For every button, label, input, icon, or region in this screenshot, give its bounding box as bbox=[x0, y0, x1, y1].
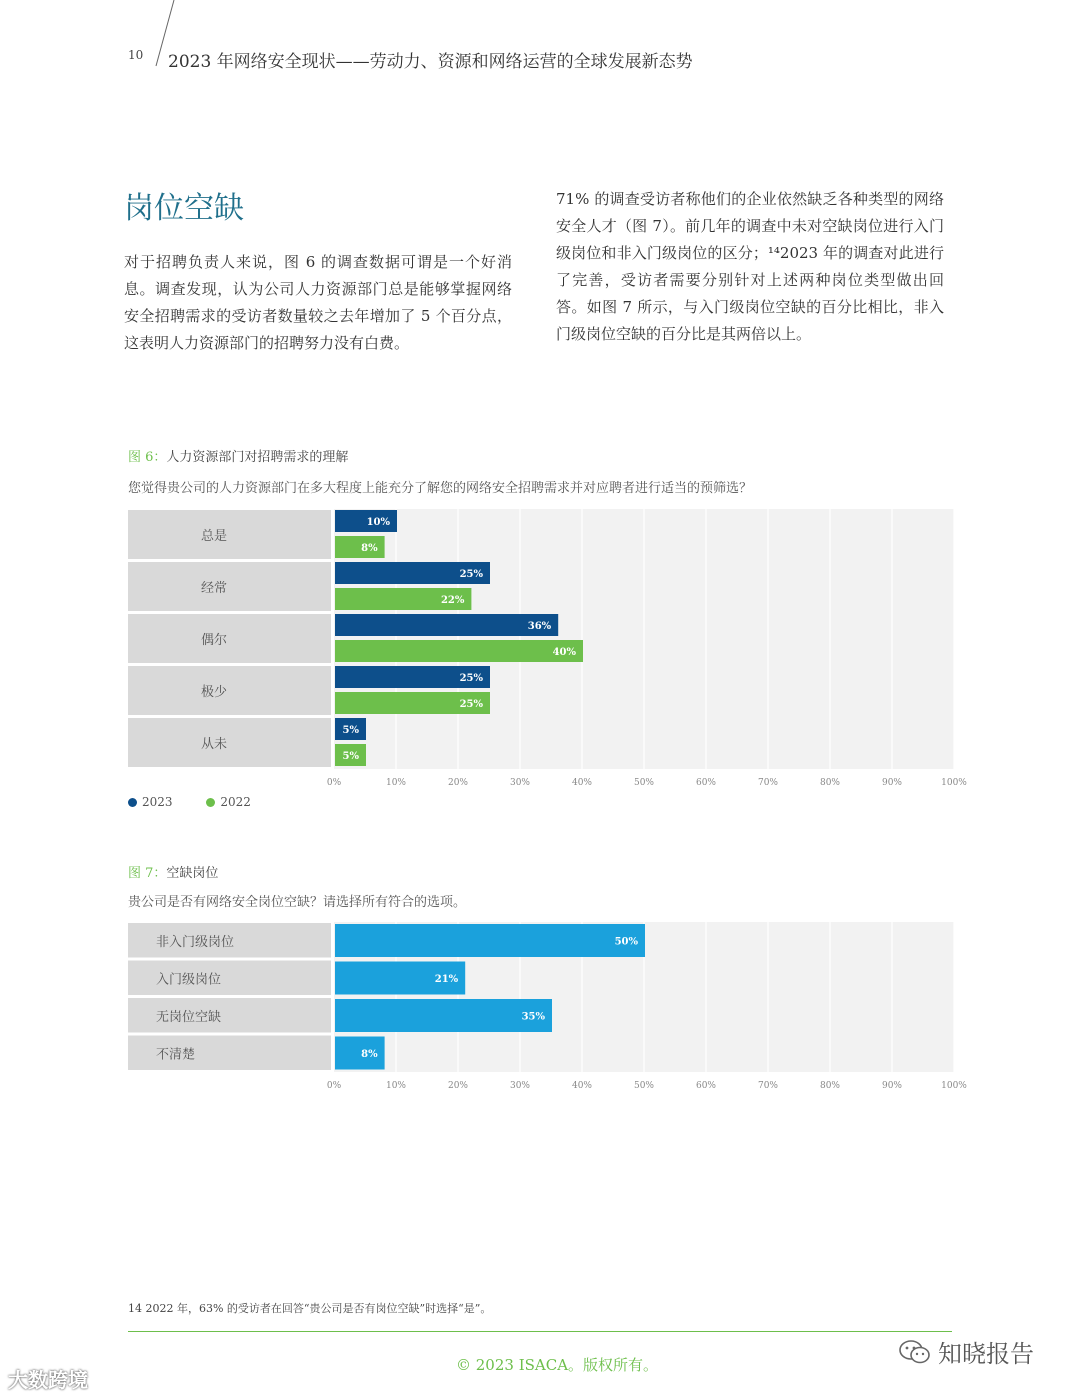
watermark-left: 大数跨境 bbox=[8, 1368, 88, 1392]
legend-label-2022: 2022 bbox=[220, 795, 251, 809]
fig6-data-label: 25% bbox=[459, 569, 483, 580]
legend-swatch-2022 bbox=[206, 798, 215, 807]
fig6-tick-label: 30% bbox=[509, 778, 531, 788]
fig6-tick-label: 70% bbox=[757, 778, 779, 788]
fig7-tick-label: 30% bbox=[509, 1081, 531, 1091]
fig6-tick-label: 80% bbox=[819, 778, 841, 788]
fig6-group bbox=[128, 509, 967, 788]
section-title: 岗位空缺 bbox=[124, 191, 244, 226]
fig6-category-cell bbox=[128, 510, 331, 559]
fig7-tick-label: 10% bbox=[385, 1081, 407, 1091]
fig7-bar bbox=[335, 999, 552, 1032]
fig7-tick-label: 40% bbox=[571, 1081, 593, 1091]
legend-item-2023 bbox=[128, 795, 173, 809]
page-number: 10 bbox=[128, 48, 144, 62]
fig7-tick-label: 20% bbox=[447, 1081, 469, 1091]
fig6-tick-label: 100% bbox=[941, 778, 967, 788]
fig6-category-cell bbox=[128, 718, 331, 767]
fig6-data-label: 25% bbox=[459, 699, 483, 710]
fig6-data-label: 22% bbox=[440, 595, 465, 606]
fig7-tick-label: 90% bbox=[881, 1081, 903, 1091]
fig6-category-label: 极少 bbox=[200, 685, 228, 700]
figure6-question: 您觉得贵公司的人力资源部门在多大程度上能充分了解您的网络安全招聘需求并对应聘者进行适当的预筛选？ bbox=[128, 481, 753, 496]
figure6-legend bbox=[128, 795, 281, 810]
fig6-data-label: 36% bbox=[527, 621, 552, 632]
legend-label-2023: 2023 bbox=[142, 795, 173, 809]
fig6-bar bbox=[335, 640, 583, 662]
footnote: 14 2022 年，63% 的受访者在回答“贵公司是否有岗位空缺”时选择“是”。 bbox=[128, 1302, 492, 1315]
fig6-data-label: 5% bbox=[342, 725, 359, 736]
figure7-number: 图 7： bbox=[128, 866, 167, 881]
fig6-category-label: 从未 bbox=[200, 737, 228, 752]
fig6-bar bbox=[335, 614, 558, 636]
fig6-category-label: 经常 bbox=[200, 581, 228, 596]
fig6-category-label: 偶尔 bbox=[200, 633, 228, 648]
fig7-category-label: 无岗位空缺 bbox=[156, 1009, 222, 1025]
document-title: 2023 年网络安全现状——劳动力、资源和网络运营的全球发展新态势 bbox=[168, 52, 693, 72]
fig7-data-label: 35% bbox=[521, 1011, 545, 1023]
fig6-tick-label: 0% bbox=[326, 778, 342, 788]
fig6-tick-label: 60% bbox=[695, 778, 717, 788]
fig6-tick-label: 20% bbox=[447, 778, 469, 788]
fig7-data-label: 50% bbox=[614, 936, 638, 948]
fig7-bar bbox=[335, 924, 645, 957]
fig6-category-cell bbox=[128, 614, 331, 663]
figure7-question: 贵公司是否有网络安全岗位空缺？请选择所有符合的选项。 bbox=[128, 895, 467, 910]
watermark-right-text: 知晓报告 bbox=[938, 1340, 1034, 1368]
copyright-text: © 2023 ISACA。版权所有。 bbox=[456, 1356, 659, 1374]
fig7-category-label: 入门级岗位 bbox=[156, 972, 222, 988]
legend-item-2022 bbox=[206, 795, 251, 809]
fig6-category-cell bbox=[128, 562, 331, 611]
fig6-tick-label: 40% bbox=[571, 778, 593, 788]
fig6-category-label: 总是 bbox=[200, 529, 228, 544]
fig6-tick-label: 50% bbox=[633, 778, 655, 788]
fig7-tick-label: 80% bbox=[819, 1081, 841, 1091]
fig7-data-label: 21% bbox=[434, 974, 459, 985]
legend-swatch-2023 bbox=[128, 798, 137, 807]
fig6-data-label: 5% bbox=[342, 751, 359, 762]
fig7-tick-label: 70% bbox=[757, 1081, 779, 1091]
fig6-category-cell bbox=[128, 666, 331, 715]
fig7-data-label: 8% bbox=[361, 1049, 378, 1060]
fig6-data-label: 25% bbox=[459, 673, 483, 684]
fig6-tick-label: 90% bbox=[881, 778, 903, 788]
figure6-title: 人力资源部门对招聘需求的理解 bbox=[166, 450, 349, 465]
fig6-tick-label: 10% bbox=[385, 778, 407, 788]
figure7-title: 空缺岗位 bbox=[166, 866, 219, 881]
fig7-group bbox=[128, 922, 967, 1091]
fig7-tick-label: 60% bbox=[695, 1081, 717, 1091]
fig6-data-label: 40% bbox=[552, 647, 576, 658]
footer-divider bbox=[128, 1331, 952, 1332]
fig7-category-label: 非入门级岗位 bbox=[156, 934, 235, 950]
wechat-icon bbox=[898, 1339, 932, 1365]
figure6-number: 图 6： bbox=[128, 450, 167, 465]
fig6-data-label: 10% bbox=[366, 517, 390, 528]
figure7-caption bbox=[128, 862, 218, 881]
fig7-tick-label: 100% bbox=[941, 1081, 967, 1091]
fig7-category-label: 不清楚 bbox=[156, 1047, 196, 1063]
watermark-right bbox=[898, 1334, 1034, 1369]
left-paragraph: 对于招聘负责人来说，图 6 的调查数据可谓是一个好消息。调查发现，认为公司人力资源部门总是能够掌握网络安全招聘需求的受访者数量较之去年增加了 5 个百分点，这表明人力资源部门的招聘努力没有白费。 bbox=[124, 253, 512, 352]
right-paragraph: 71% 的调查受访者称他们的企业依然缺乏各种类型的网络安全人才（图 7）。前几年的调查中未对空缺岗位进行入门级岗位和非入门级岗位的区分；¹⁴2023 年的调查对此进行了完善，受访者需要分别针对上述两种岗位类型做出回答。如图 7 所示，与入门级岗位空缺的百分比相比，非入门级岗位空缺的百分比是其两倍以上。 bbox=[556, 190, 944, 343]
fig6-data-label: 8% bbox=[361, 543, 378, 554]
fig7-tick-label: 0% bbox=[326, 1081, 342, 1091]
fig7-tick-label: 50% bbox=[633, 1081, 655, 1091]
